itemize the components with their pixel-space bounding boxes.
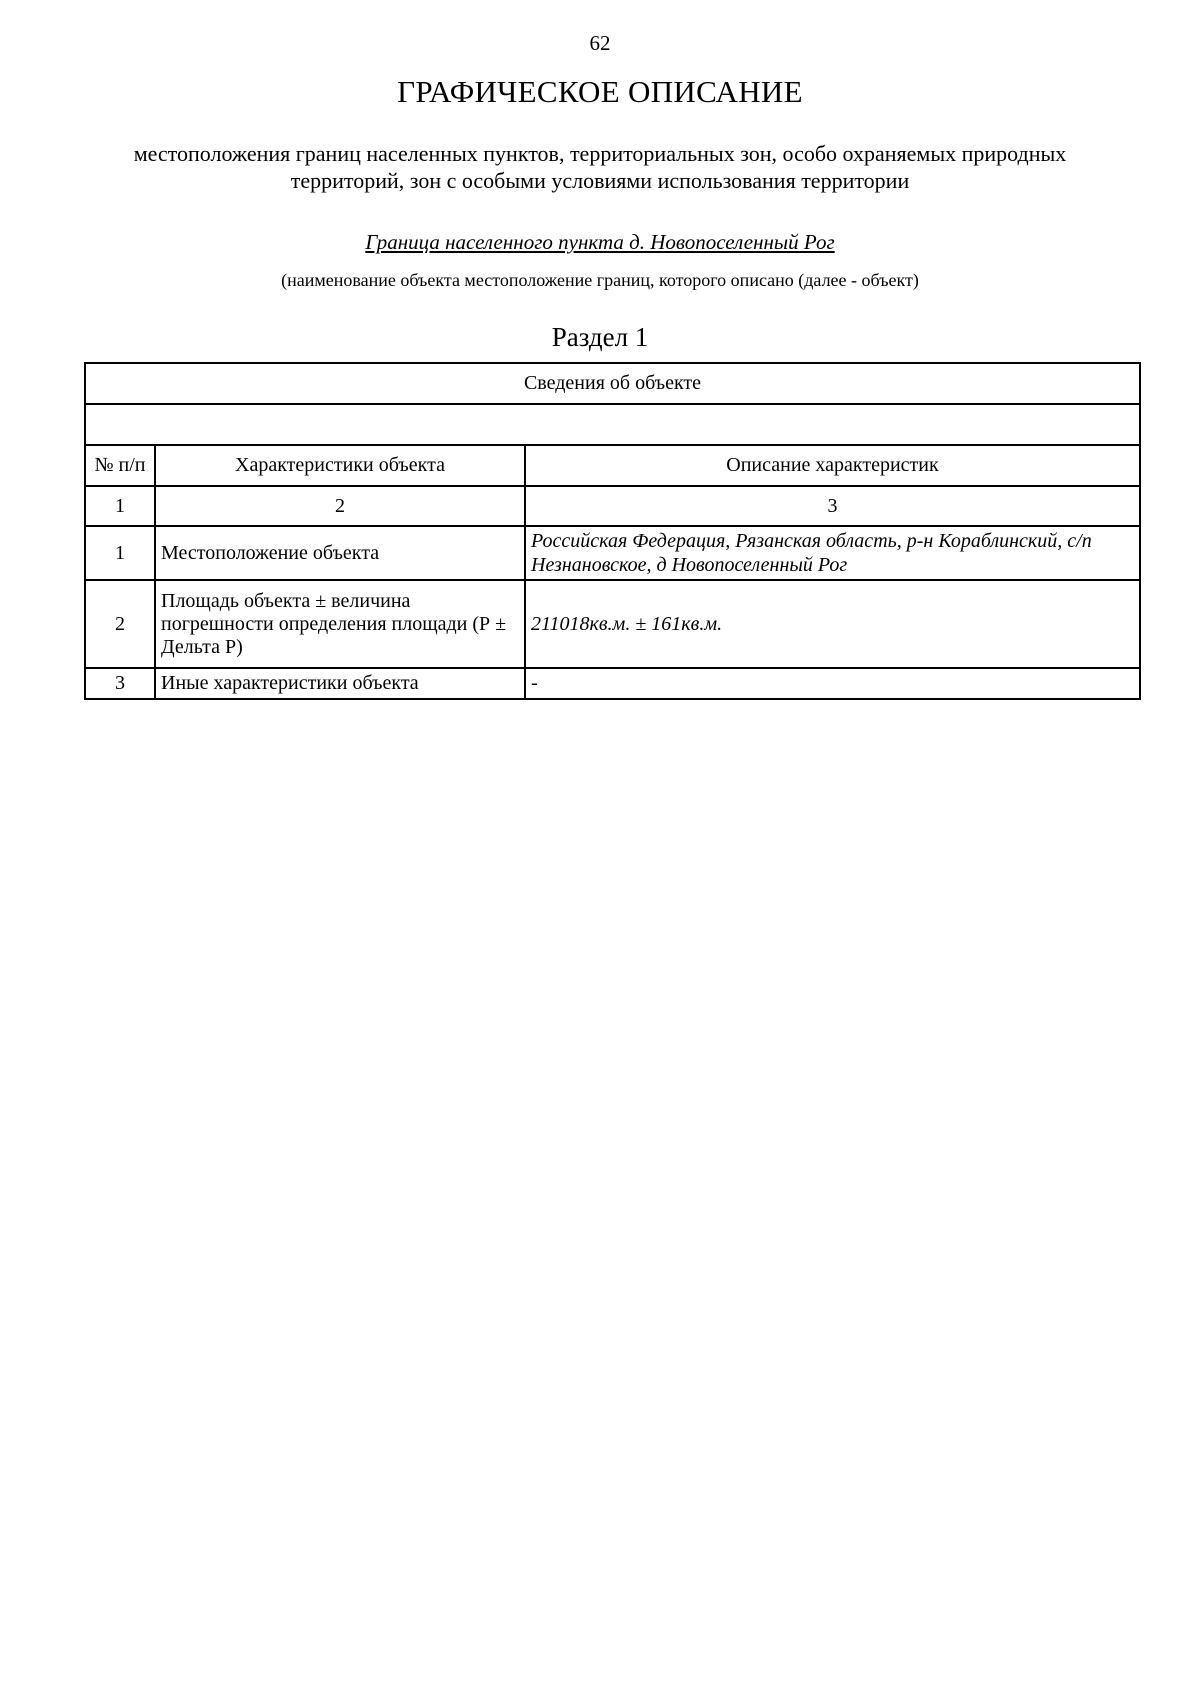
row-characteristic: Местоположение объекта xyxy=(155,526,525,580)
table-empty-cell xyxy=(85,404,1140,445)
row-number: 1 xyxy=(85,526,155,580)
table-header-row xyxy=(85,363,1140,404)
row-number: 3 xyxy=(85,668,155,699)
row-number: 2 xyxy=(85,580,155,668)
row-description: 211018кв.м. ± 161кв.м. xyxy=(525,580,1140,668)
table-empty-row xyxy=(85,404,1140,445)
table-header: Сведения об объекте xyxy=(85,363,1140,404)
table-column-number-row xyxy=(85,486,1140,526)
object-info-table xyxy=(84,362,1141,700)
document-subtitle: местоположения границ населенных пунктов, территориальных зон, особо охраняемых природных территорий, зон с особыми условиями использования территории xyxy=(133,141,1067,193)
table-row xyxy=(85,526,1140,580)
object-caption: (наименование объекта местоположение границ, которого описано (далее - объект) xyxy=(281,270,919,290)
row-description: Российская Федерация, Рязанская область, р-н Кораблинский, с/п Незнановское, д Новопоселенный Рог xyxy=(525,526,1140,580)
row-description: - xyxy=(525,668,1140,699)
table-row xyxy=(85,580,1140,668)
column-header-number: № п/п xyxy=(85,445,155,486)
row-characteristic: Площадь объекта ± величина погрешности определения площади (Р ± Дельта Р) xyxy=(155,580,525,668)
column-number: 1 xyxy=(85,486,155,526)
column-header-description: Описание характеристик xyxy=(525,445,1140,486)
row-characteristic: Иные характеристики объекта xyxy=(155,668,525,699)
column-number: 2 xyxy=(155,486,525,526)
table-row xyxy=(85,668,1140,699)
column-number: 3 xyxy=(525,486,1140,526)
object-name: Граница населенного пункта д. Новопоселенный Рог xyxy=(365,230,835,254)
document-title: ГРАФИЧЕСКОЕ ОПИСАНИЕ xyxy=(397,74,803,109)
column-header-characteristic: Характеристики объекта xyxy=(155,445,525,486)
table-column-header-row xyxy=(85,445,1140,486)
page-number: 62 xyxy=(589,31,611,55)
section-title: Раздел 1 xyxy=(551,322,649,352)
